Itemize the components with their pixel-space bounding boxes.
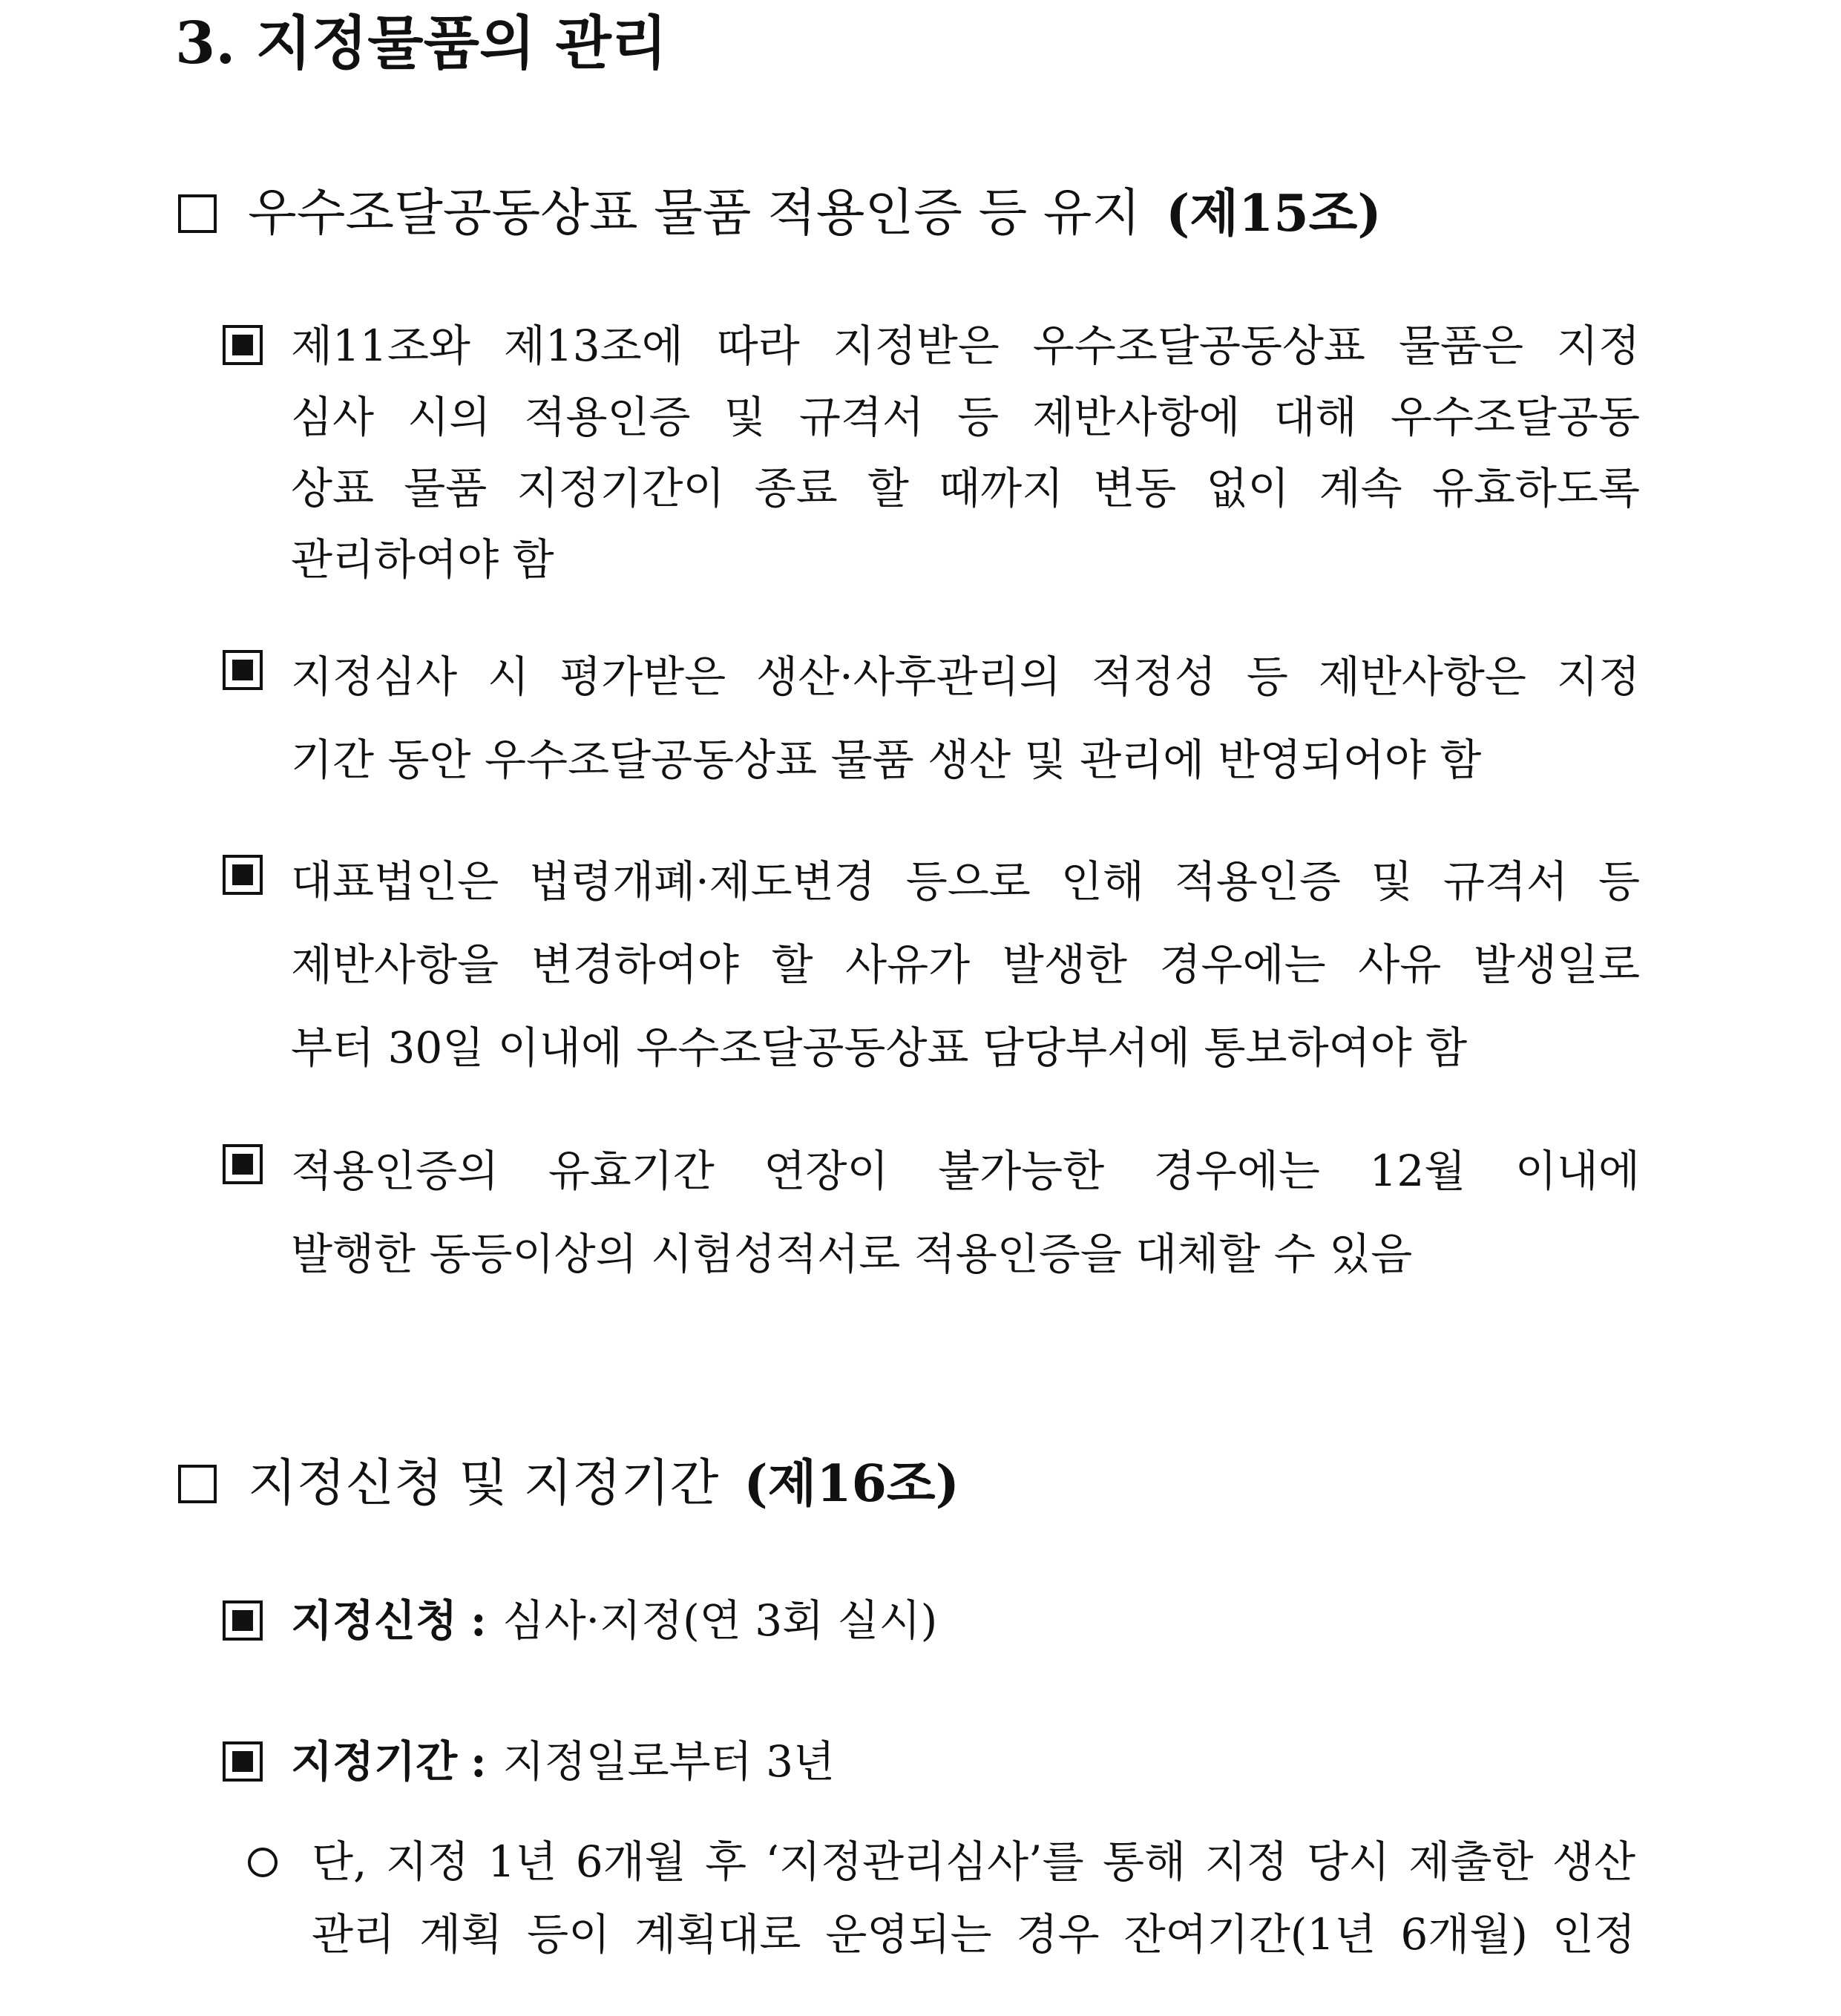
list-item [223, 635, 1640, 801]
list-item [223, 840, 1640, 1089]
filled-square-bullet-icon [223, 1741, 263, 1782]
filled-square-bullet-icon [223, 325, 263, 365]
period-label: 지정기간 [291, 1736, 458, 1787]
checkbox-square-icon [178, 1465, 217, 1503]
period-value: 지정일로부터 3년 [502, 1736, 836, 1787]
application-row [223, 1583, 937, 1658]
list-item [223, 1129, 1640, 1296]
circle-bullet-icon [248, 1848, 278, 1877]
section-heading-article-15 [178, 177, 1382, 251]
list-item [223, 310, 1640, 595]
sub-list-item [248, 1825, 1635, 1971]
period-row [223, 1724, 835, 1799]
application-value: 심사·지정(연 3회 실시) [502, 1595, 938, 1646]
colon-separator: : [470, 1736, 487, 1787]
section-heading-text: 지정신청 및 지정기간 [248, 1454, 719, 1513]
section-heading-text: 우수조달공동상표 물품 적용인증 등 유지 [248, 184, 1141, 243]
colon-separator: : [470, 1595, 487, 1646]
filled-square-bullet-icon [223, 1144, 263, 1184]
list-item-text: 적용인증의 유효기간 연장이 불가능한 경우에는 12월 이내에 발행한 동등이상의 시험성적서로 적용인증을 대체할 수 있음 [291, 1146, 1640, 1279]
page-title: 3. 지정물품의 관리 [175, 10, 668, 77]
filled-square-bullet-icon [223, 1600, 263, 1641]
checkbox-square-icon [178, 194, 217, 233]
list-item-text: 제11조와 제13조에 따라 지정받은 우수조달공동상표 물품은 지정 심사 시의 적용인증 및 규격서 등 제반사항에 대해 우수조달공동 상표 물품 지정기간이 종료 할 때까지 변동 없이 계속 유효하도록 관리하여야 함 [291, 321, 1640, 585]
article-number: (제15조) [1166, 184, 1382, 243]
filled-square-bullet-icon [223, 650, 263, 690]
article-number: (제16조) [744, 1454, 959, 1514]
application-label: 지정신청 [291, 1595, 458, 1646]
list-item-text: 대표법인은 법령개폐·제도변경 등으로 인해 적용인증 및 규격서 등 제반사항을 변경하여야 할 사유가 발생한 경우에는 사유 발생일로 부터 30일 이내에 우수조달공동상표 담당부서에 통보하여야 함 [291, 856, 1640, 1073]
sub-list-item-text: 단, 지정 1년 6개월 후 ‘지정관리심사’를 통해 지정 당시 제출한 생산 관리 계획 등이 계획대로 운영되는 경우 잔여기간(1년 6개월) 인정 [312, 1836, 1635, 1960]
filled-square-bullet-icon [223, 855, 263, 895]
list-item-text: 지정심사 시 평가받은 생산·사후관리의 적정성 등 제반사항은 지정 기간 동안 우수조달공동상표 물품 생산 및 관리에 반영되어야 함 [291, 651, 1640, 785]
section-heading-article-16 [178, 1447, 959, 1521]
